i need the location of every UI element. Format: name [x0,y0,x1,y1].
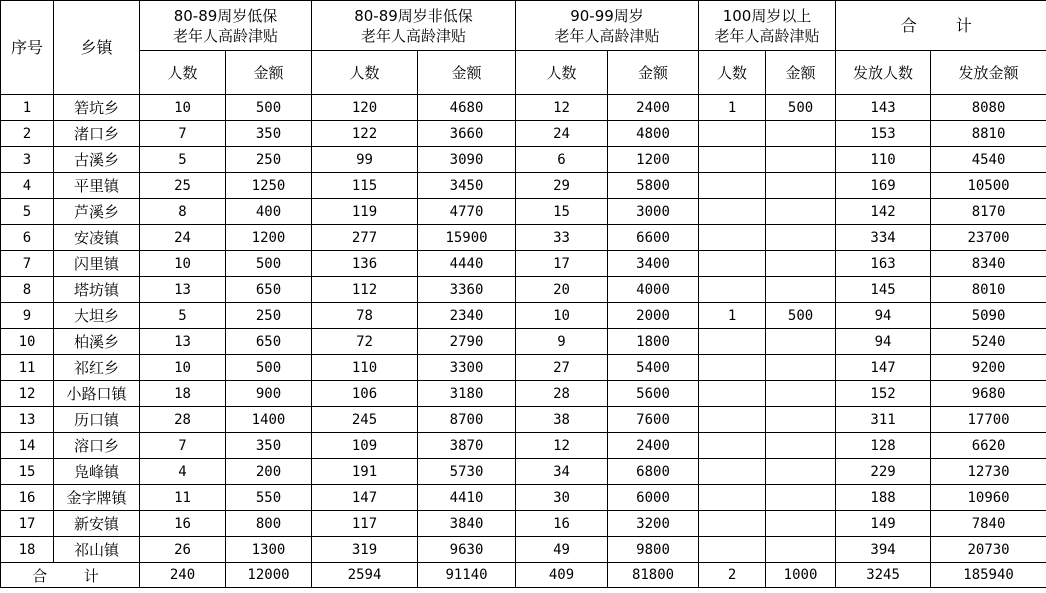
cell-town: 古溪乡 [54,147,140,173]
cell-age100-amount [766,407,836,433]
cell-non80-count: 147 [312,485,418,511]
cell-town: 柏溪乡 [54,329,140,355]
cell-low80-amount: 500 [226,355,312,381]
cell-seq: 12 [1,381,54,407]
cell-age90-amount: 9800 [608,537,699,563]
table-row [1,147,1046,173]
cell-low80-count: 7 [140,121,226,147]
cell-low80-amount: 500 [226,251,312,277]
table-row [1,303,1046,329]
cell-non80-amount: 3090 [418,147,516,173]
cell-issued-amount: 8080 [931,95,1046,121]
cell-age90-count: 27 [516,355,608,381]
cell-age90-count: 15 [516,199,608,225]
total-label-text: 合 计 [32,566,108,585]
cell-age90-count: 20 [516,277,608,303]
table-footer [1,563,1046,588]
cell-age90-count: 30 [516,485,608,511]
total-cell: 2594 [312,563,418,588]
cell-town: 塔坊镇 [54,277,140,303]
cell-non80-amount: 3660 [418,121,516,147]
cell-issued-amount: 10500 [931,173,1046,199]
col-header-town: 乡镇 [54,1,140,95]
cell-issued-amount: 9680 [931,381,1046,407]
cell-issued-amount: 23700 [931,225,1046,251]
cell-town: 祁红乡 [54,355,140,381]
table-row [1,459,1046,485]
cell-age100-count [699,225,766,251]
cell-age100-amount [766,511,836,537]
cell-age100-count [699,407,766,433]
cell-town: 箬坑乡 [54,95,140,121]
table-row [1,511,1046,537]
total-cell: 409 [516,563,608,588]
total-cell: 12000 [226,563,312,588]
cell-age100-count: 1 [699,95,766,121]
cell-low80-amount: 800 [226,511,312,537]
cell-age90-amount: 2400 [608,95,699,121]
cell-town: 祁山镇 [54,537,140,563]
cell-seq: 1 [1,95,54,121]
table-row [1,407,1046,433]
cell-age90-amount: 2000 [608,303,699,329]
table-body [1,95,1046,563]
group-header-line2: 老年人高龄津贴 [554,26,660,45]
cell-seq: 13 [1,407,54,433]
cell-age100-count [699,459,766,485]
cell-age90-count: 38 [516,407,608,433]
cell-non80-count: 72 [312,329,418,355]
cell-non80-amount: 3450 [418,173,516,199]
cell-age90-amount: 3000 [608,199,699,225]
cell-low80-amount: 350 [226,121,312,147]
col-header-seq: 序号 [1,1,54,95]
cell-age100-count [699,173,766,199]
cell-age90-count: 29 [516,173,608,199]
cell-low80-amount: 500 [226,95,312,121]
cell-issued-count: 152 [836,381,931,407]
cell-age100-count [699,329,766,355]
cell-age90-amount: 3400 [608,251,699,277]
cell-age100-count [699,355,766,381]
cell-low80-count: 25 [140,173,226,199]
cell-age100-count [699,511,766,537]
cell-issued-amount: 8010 [931,277,1046,303]
cell-issued-count: 147 [836,355,931,381]
cell-seq: 7 [1,251,54,277]
cell-age90-count: 12 [516,95,608,121]
sub-header-issued-amount: 发放金额 [931,51,1046,95]
cell-non80-amount: 4770 [418,199,516,225]
cell-age100-amount [766,433,836,459]
cell-town: 平里镇 [54,173,140,199]
cell-age90-count: 6 [516,147,608,173]
cell-non80-amount: 8700 [418,407,516,433]
total-cell: 1000 [766,563,836,588]
cell-age100-amount [766,355,836,381]
cell-seq: 9 [1,303,54,329]
group-header-100 [699,1,836,51]
cell-low80-count: 13 [140,277,226,303]
cell-age90-count: 34 [516,459,608,485]
table-header [1,1,1046,95]
cell-age100-amount [766,199,836,225]
cell-age100-count [699,147,766,173]
cell-non80-amount: 3300 [418,355,516,381]
sub-header-amount: 金额 [226,51,312,95]
total-cell: 3245 [836,563,931,588]
cell-non80-count: 122 [312,121,418,147]
cell-low80-count: 7 [140,433,226,459]
group-header-line2: 老年人高龄津贴 [714,26,820,45]
total-row [1,563,1046,588]
cell-age90-amount: 3200 [608,511,699,537]
total-cell: 81800 [608,563,699,588]
cell-non80-count: 78 [312,303,418,329]
cell-age100-count [699,381,766,407]
cell-age90-count: 28 [516,381,608,407]
group-header-line2: 老年人高龄津贴 [173,26,279,45]
cell-issued-count: 394 [836,537,931,563]
cell-low80-amount: 250 [226,147,312,173]
cell-low80-amount: 1250 [226,173,312,199]
table-row [1,225,1046,251]
cell-age100-amount [766,225,836,251]
table-row [1,485,1046,511]
cell-age90-amount: 6600 [608,225,699,251]
cell-non80-count: 112 [312,277,418,303]
cell-town: 芦溪乡 [54,199,140,225]
group-header-low-income-80 [140,1,312,51]
cell-issued-count: 149 [836,511,931,537]
cell-town: 新安镇 [54,511,140,537]
header-row-sub [1,51,1046,95]
cell-low80-count: 10 [140,251,226,277]
cell-age90-amount: 4800 [608,121,699,147]
cell-non80-count: 109 [312,433,418,459]
cell-age100-amount [766,173,836,199]
group-header-line1: 100周岁以上 [722,6,812,25]
cell-age100-amount [766,121,836,147]
cell-non80-count: 191 [312,459,418,485]
cell-issued-count: 311 [836,407,931,433]
cell-non80-amount: 4410 [418,485,516,511]
cell-issued-amount: 8340 [931,251,1046,277]
cell-age90-amount: 6800 [608,459,699,485]
table-row [1,355,1046,381]
cell-low80-amount: 1400 [226,407,312,433]
cell-non80-amount: 9630 [418,537,516,563]
table-row [1,95,1046,121]
cell-town: 小路口镇 [54,381,140,407]
cell-age100-count [699,485,766,511]
cell-non80-count: 277 [312,225,418,251]
total-cell: 240 [140,563,226,588]
cell-issued-count: 110 [836,147,931,173]
cell-non80-count: 319 [312,537,418,563]
sub-header-issued-count: 发放人数 [836,51,931,95]
cell-seq: 10 [1,329,54,355]
cell-issued-count: 188 [836,485,931,511]
cell-seq: 18 [1,537,54,563]
sub-header-count: 人数 [516,51,608,95]
cell-issued-amount: 5240 [931,329,1046,355]
cell-age100-count [699,277,766,303]
total-cell: 185940 [931,563,1046,588]
cell-non80-count: 110 [312,355,418,381]
cell-issued-count: 145 [836,277,931,303]
group-header-total [836,1,1046,51]
cell-issued-count: 163 [836,251,931,277]
cell-age100-amount: 500 [766,95,836,121]
cell-low80-amount: 550 [226,485,312,511]
cell-non80-count: 136 [312,251,418,277]
cell-age90-amount: 4000 [608,277,699,303]
cell-seq: 4 [1,173,54,199]
cell-issued-amount: 17700 [931,407,1046,433]
cell-seq: 11 [1,355,54,381]
cell-age100-amount [766,251,836,277]
cell-seq: 6 [1,225,54,251]
cell-seq: 3 [1,147,54,173]
cell-age90-amount: 5600 [608,381,699,407]
table-row [1,121,1046,147]
cell-age100-count [699,121,766,147]
cell-age90-count: 49 [516,537,608,563]
cell-low80-amount: 1300 [226,537,312,563]
cell-low80-count: 18 [140,381,226,407]
cell-town: 金字牌镇 [54,485,140,511]
cell-issued-count: 94 [836,303,931,329]
cell-age90-amount: 2400 [608,433,699,459]
cell-non80-amount: 2340 [418,303,516,329]
cell-age90-amount: 6000 [608,485,699,511]
cell-non80-count: 245 [312,407,418,433]
group-header-line1: 80-89周岁低保 [173,6,278,25]
sub-header-amount: 金额 [608,51,699,95]
cell-age90-amount: 5800 [608,173,699,199]
cell-seq: 8 [1,277,54,303]
group-header-90 [516,1,699,51]
group-header-total-label: 合 计 [900,15,982,35]
cell-town: 大坦乡 [54,303,140,329]
group-header-non-low-income-80 [312,1,516,51]
cell-age100-amount [766,277,836,303]
cell-low80-count: 5 [140,147,226,173]
cell-low80-count: 10 [140,355,226,381]
table-row [1,277,1046,303]
cell-age100-amount [766,147,836,173]
cell-low80-amount: 900 [226,381,312,407]
cell-non80-count: 117 [312,511,418,537]
cell-low80-amount: 400 [226,199,312,225]
cell-issued-amount: 10960 [931,485,1046,511]
table-row [1,173,1046,199]
cell-seq: 17 [1,511,54,537]
cell-age90-count: 10 [516,303,608,329]
table-row [1,433,1046,459]
cell-low80-amount: 350 [226,433,312,459]
cell-issued-amount: 20730 [931,537,1046,563]
cell-issued-count: 153 [836,121,931,147]
table-row [1,329,1046,355]
table-row [1,251,1046,277]
cell-non80-amount: 15900 [418,225,516,251]
cell-non80-amount: 5730 [418,459,516,485]
cell-age100-count [699,433,766,459]
cell-issued-amount: 8170 [931,199,1046,225]
cell-issued-count: 334 [836,225,931,251]
cell-issued-count: 128 [836,433,931,459]
cell-non80-amount: 2790 [418,329,516,355]
cell-issued-amount: 4540 [931,147,1046,173]
cell-non80-count: 119 [312,199,418,225]
cell-low80-count: 16 [140,511,226,537]
cell-town: 渚口乡 [54,121,140,147]
cell-seq: 5 [1,199,54,225]
cell-age100-count [699,251,766,277]
cell-town: 历口镇 [54,407,140,433]
cell-issued-amount: 9200 [931,355,1046,381]
cell-age90-count: 12 [516,433,608,459]
cell-non80-count: 106 [312,381,418,407]
cell-age100-amount [766,329,836,355]
cell-low80-count: 28 [140,407,226,433]
cell-issued-count: 143 [836,95,931,121]
sub-header-amount: 金额 [418,51,516,95]
cell-seq: 16 [1,485,54,511]
cell-age100-amount [766,459,836,485]
cell-issued-amount: 6620 [931,433,1046,459]
header-row-top [1,1,1046,51]
sub-header-count: 人数 [140,51,226,95]
cell-seq: 15 [1,459,54,485]
cell-low80-amount: 650 [226,277,312,303]
cell-low80-count: 8 [140,199,226,225]
cell-low80-count: 5 [140,303,226,329]
group-header-line1: 80-89周岁非低保 [354,6,473,25]
cell-issued-count: 169 [836,173,931,199]
cell-non80-count: 120 [312,95,418,121]
cell-low80-count: 13 [140,329,226,355]
cell-non80-count: 115 [312,173,418,199]
cell-non80-amount: 3360 [418,277,516,303]
sub-header-count: 人数 [312,51,418,95]
table-row [1,537,1046,563]
cell-seq: 14 [1,433,54,459]
cell-age90-amount: 1800 [608,329,699,355]
cell-age90-amount: 1200 [608,147,699,173]
cell-non80-count: 99 [312,147,418,173]
cell-low80-count: 10 [140,95,226,121]
cell-low80-amount: 650 [226,329,312,355]
sub-header-count: 人数 [699,51,766,95]
cell-issued-amount: 12730 [931,459,1046,485]
cell-low80-count: 4 [140,459,226,485]
sub-header-amount: 金额 [766,51,836,95]
total-cell: 2 [699,563,766,588]
total-cell: 91140 [418,563,516,588]
cell-low80-amount: 200 [226,459,312,485]
cell-issued-count: 94 [836,329,931,355]
cell-non80-amount: 3870 [418,433,516,459]
cell-age100-amount: 500 [766,303,836,329]
total-label [1,563,140,588]
cell-low80-amount: 250 [226,303,312,329]
cell-town: 凫峰镇 [54,459,140,485]
cell-age100-count: 1 [699,303,766,329]
cell-age100-amount [766,381,836,407]
cell-age100-count [699,537,766,563]
cell-low80-count: 26 [140,537,226,563]
cell-issued-amount: 8810 [931,121,1046,147]
table-row [1,199,1046,225]
cell-low80-count: 11 [140,485,226,511]
cell-age90-count: 33 [516,225,608,251]
cell-non80-amount: 4440 [418,251,516,277]
cell-town: 闪里镇 [54,251,140,277]
cell-age90-count: 24 [516,121,608,147]
cell-age100-count [699,199,766,225]
cell-non80-amount: 3840 [418,511,516,537]
cell-seq: 2 [1,121,54,147]
cell-age90-count: 16 [516,511,608,537]
cell-issued-count: 142 [836,199,931,225]
cell-issued-count: 229 [836,459,931,485]
cell-age90-amount: 5400 [608,355,699,381]
cell-issued-amount: 7840 [931,511,1046,537]
cell-age100-amount [766,485,836,511]
cell-non80-amount: 3180 [418,381,516,407]
cell-non80-amount: 4680 [418,95,516,121]
group-header-line2: 老年人高龄津贴 [361,26,467,45]
cell-age90-count: 17 [516,251,608,277]
cell-low80-amount: 1200 [226,225,312,251]
group-header-line1: 90-99周岁 [570,6,644,25]
cell-low80-count: 24 [140,225,226,251]
cell-town: 溶口乡 [54,433,140,459]
cell-age90-count: 9 [516,329,608,355]
cell-age100-amount [766,537,836,563]
table-row [1,381,1046,407]
cell-town: 安凌镇 [54,225,140,251]
cell-issued-amount: 5090 [931,303,1046,329]
cell-age90-amount: 7600 [608,407,699,433]
